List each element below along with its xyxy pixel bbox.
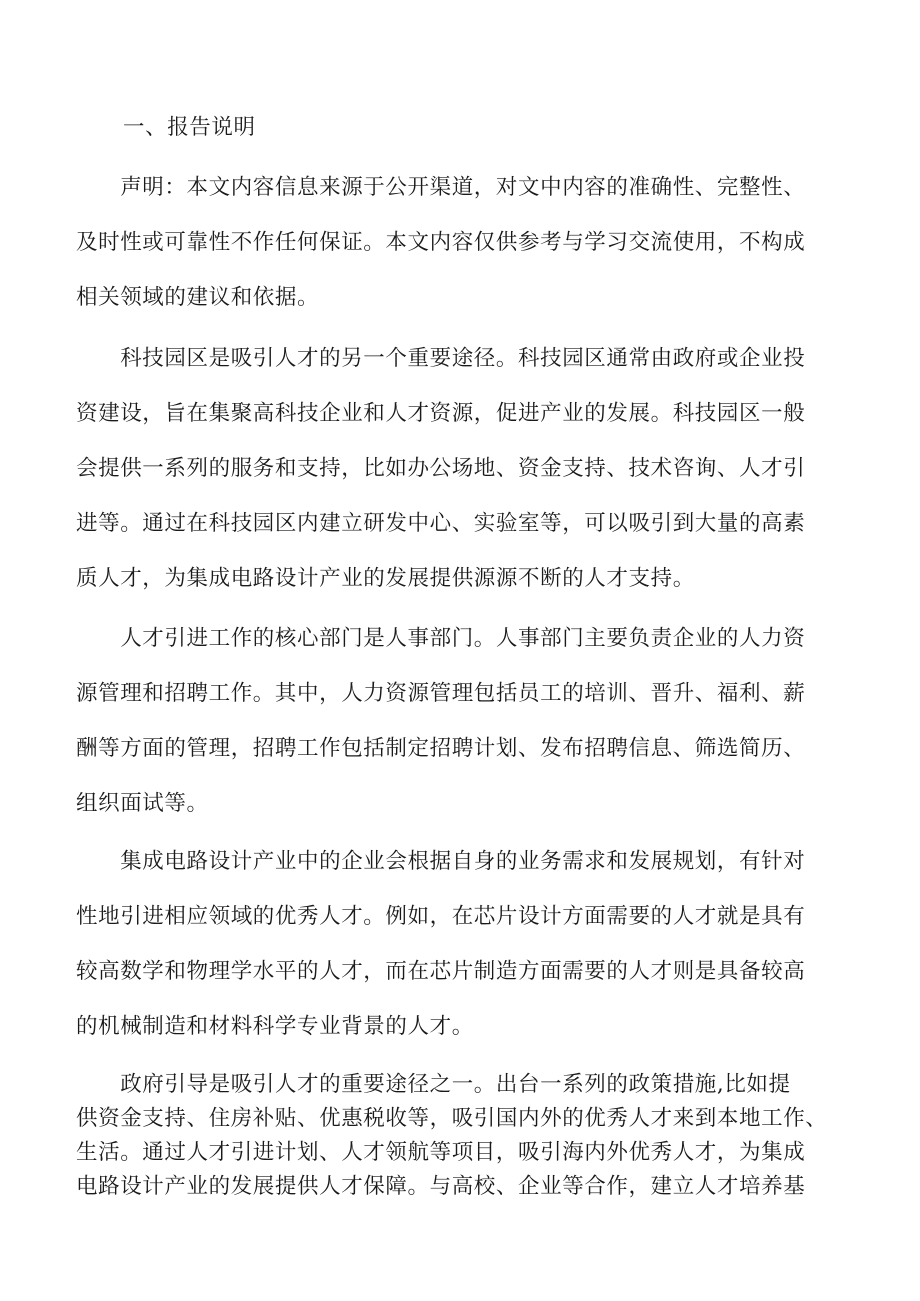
paragraph-line: 组织面试等。	[76, 791, 209, 816]
paragraph-line: 进等。通过在科技园区内建立研发中心、实验室等，可以吸引到大量的高素	[76, 511, 806, 536]
heading-text: 一、报告说明	[123, 115, 256, 140]
paragraph-line: 电路设计产业的发展提供人才保障。与高校、企业等合作，建立人才培养基	[76, 1174, 806, 1199]
paragraph-line: 科技园区是吸引人才的另一个重要途径。科技园区通常由政府或企业投	[76, 346, 806, 371]
paragraph-line: 质人才，为集成电路设计产业的发展提供源源不断的人才支持。	[76, 566, 695, 591]
section-heading	[76, 116, 846, 140]
paragraph-line: 人才引进工作的核心部门是人事部门。人事部门主要负责企业的人力资	[76, 626, 806, 651]
paragraph-line: 源管理和招聘工作。其中，人力资源管理包括员工的培训、晋升、福利、薪	[76, 681, 806, 706]
paragraph-line: 资建设，旨在集聚高科技企业和人才资源，促进产业的发展。科技园区一般	[76, 401, 806, 426]
paragraph-line: 政府引导是吸引人才的重要途径之一。出台一系列的政策措施,比如提	[76, 1072, 791, 1097]
paragraph-line: 的机械制造和材料科学专业背景的人才。	[76, 1014, 474, 1039]
paragraph-line: 性地引进相应领域的优秀人才。例如，在芯片设计方面需要的人才就是具有	[76, 904, 806, 929]
paragraph-line: 及时性或可靠性不作任何保证。本文内容仅供参考与学习交流使用，不构成	[76, 230, 806, 255]
paragraph-line: 酬等方面的管理，招聘工作包括制定招聘计划、发布招聘信息、筛选简历、	[76, 736, 806, 761]
paragraph-line: 集成电路设计产业中的企业会根据自身的业务需求和发展规划，有针对	[76, 849, 806, 874]
paragraph-line: 生活。通过人才引进计划、人才领航等项目，吸引海内外优秀人才，为集成	[76, 1140, 806, 1165]
paragraph-line: 相关领域的建议和依据。	[76, 285, 320, 310]
paragraph-line: 较高数学和物理学水平的人才，而在芯片制造方面需要的人才则是具备较高	[76, 959, 806, 984]
paragraph-line: 供资金支持、住房补贴、优惠税收等，吸引国内外的优秀人才来到本地工作、	[76, 1106, 828, 1131]
paragraph-line: 会提供一系列的服务和支持，比如办公场地、资金支持、技术咨询、人才引	[76, 456, 806, 481]
paragraph-line: 声明：本文内容信息来源于公开渠道，对文中内容的准确性、完整性、	[76, 175, 806, 200]
